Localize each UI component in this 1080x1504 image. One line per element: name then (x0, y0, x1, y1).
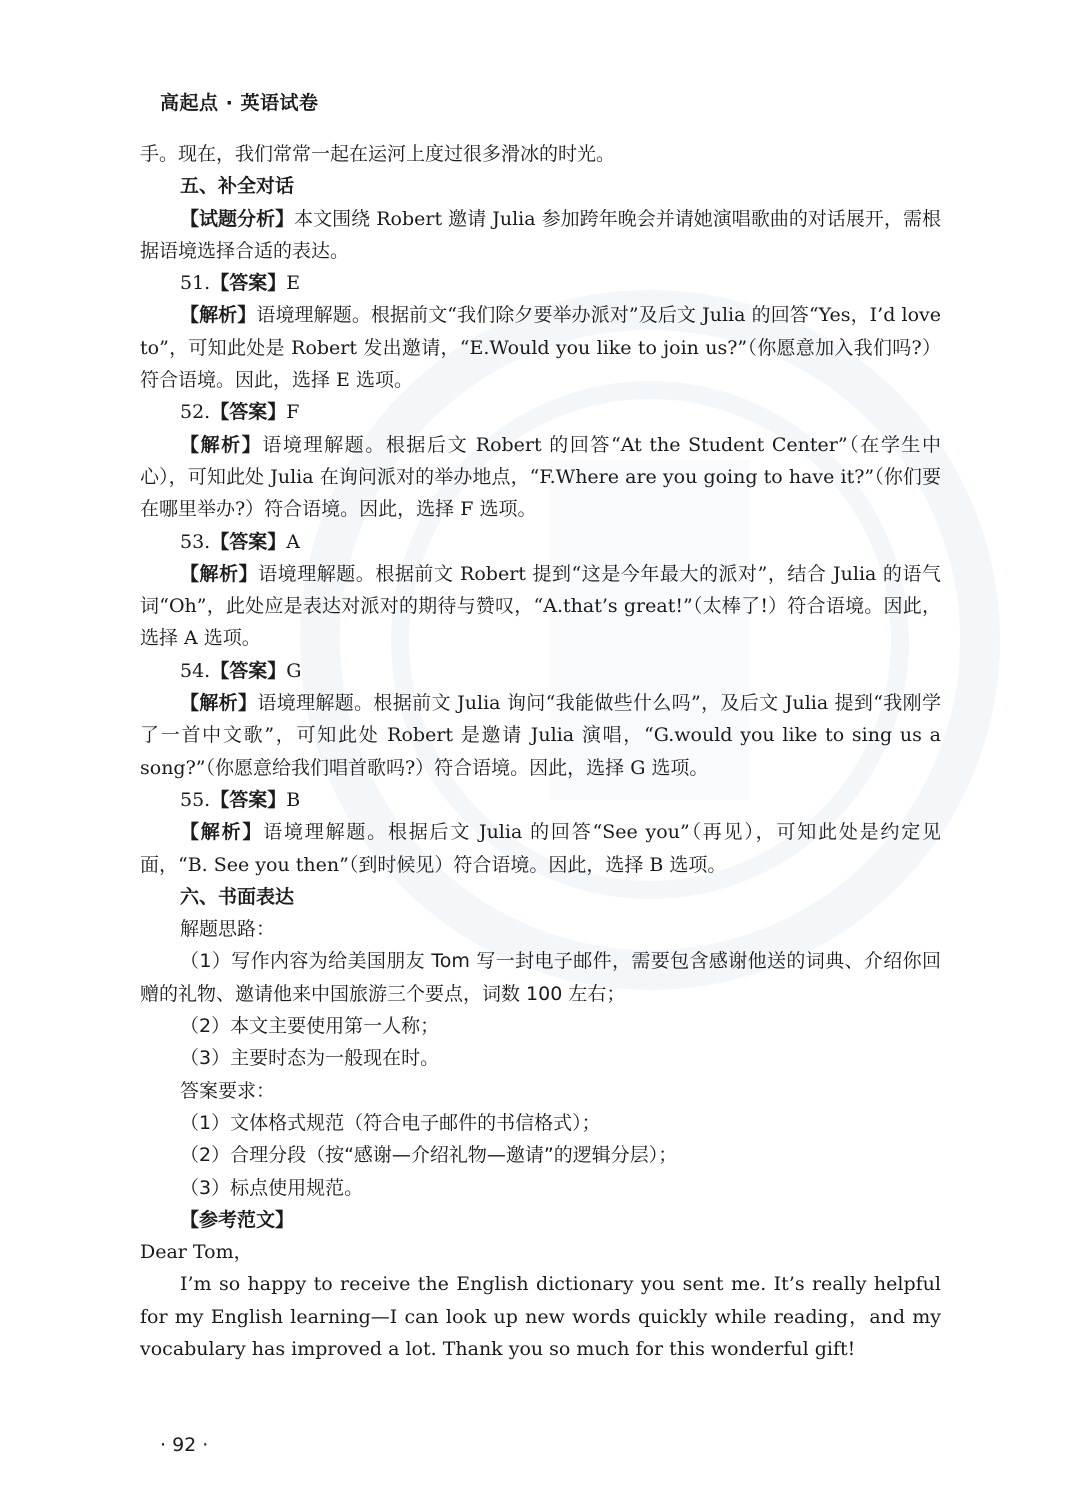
answer-label: 【答案】 (210, 272, 287, 295)
page-content (140, 138, 941, 1365)
explain-label: 【解析】 (180, 562, 259, 585)
thinking-item: （2）本文主要使用第一人称； (180, 1015, 440, 1038)
thinking-item: （1）写作内容为给美国朋友 Tom 写一封电子邮件，需要包含感谢他送的词典、介绍你回赠的礼物、邀请他来中国旅游三个要点，词数 100 左右； (140, 950, 941, 1005)
explanation-54 (140, 687, 941, 784)
section-5-analysis (140, 203, 941, 268)
question-number: 52. (180, 401, 211, 424)
sample-essay-label: 【参考范文】 (180, 1208, 295, 1231)
answer-line-53 (140, 526, 941, 558)
explain-text: 语境理解题。根据前文 Julia 询问“我能做些什么吗”，及后文 Julia 提到“我刚学了一首中文歌”，可知此处 Robert 是邀请 Julia 演唱，“G.would you like to sing us a song?”（你愿意给我们唱首歌吗?）符合语境。因此，选择 G 选项。 (140, 692, 941, 779)
answer-line-51 (140, 267, 941, 299)
answer-line-52 (140, 396, 941, 428)
explain-text: 语境理解题。根据前文 Robert 提到“这是今年最大的派对”，结合 Julia 的语气词“Oh”，此处应是表达对派对的期待与赞叹，“A.that’s great!”（太棒了!）符合语境。因此，选择 A 选项。 (140, 562, 941, 650)
answer-line-55 (140, 784, 941, 816)
requirement-item: （1）文体格式规范（符合电子邮件的书信格式）； (180, 1111, 601, 1134)
question-number: 51. (180, 272, 211, 295)
answer-label: 【答案】 (210, 530, 287, 553)
explanation-55 (140, 816, 941, 881)
answer-label: 【答案】 (210, 401, 287, 424)
analysis-text: 本文围绕 Robert 邀请 Julia 参加跨年晚会并请她演唱歌曲的对话展开，需根据语境选择合适的表达。 (140, 207, 941, 262)
letter-greeting: Dear Tom， (140, 1241, 253, 1264)
answer-value: B (286, 788, 301, 811)
answer-label: 【答案】 (210, 659, 287, 682)
requirement-item: （3）标点使用规范。 (180, 1176, 364, 1199)
question-number: 55. (180, 788, 211, 811)
explain-label: 【解析】 (180, 692, 258, 715)
letter-paragraph: I’m so happy to receive the English dictionary you sent me. It’s really helpful for my English learning—I can look up new words quickly while reading，and my vocabulary has improved a lot. Thank you so much for this wonderful gift! (140, 1273, 941, 1360)
answer-value: F (286, 401, 300, 424)
explanation-53 (140, 558, 941, 655)
explain-label: 【解析】 (180, 304, 257, 327)
answer-value: G (286, 659, 302, 682)
question-number: 54. (180, 659, 211, 682)
answer-line-54 (140, 655, 941, 687)
explain-label: 【解析】 (180, 433, 263, 456)
analysis-label: 【试题分析】 (180, 207, 295, 230)
explain-text: 语境理解题。根据后文 Robert 的回答“At the Student Center”（在学生中心），可知此处 Julia 在询问派对的举办地点，“F.Where are you going to have it?”（你们要在哪里举办?）符合语境。因此，选择 F 选项。 (140, 433, 941, 521)
answer-value: A (286, 530, 300, 553)
page-header: 高起点 · 英语试卷 (160, 92, 319, 114)
explain-text: 语境理解题。根据后文 Julia 的回答“See you”（再见），可知此处是约定见面，“B. See you then”（到时候见）符合语境。因此，选择 B 选项。 (140, 821, 941, 876)
answer-label: 【答案】 (210, 788, 287, 811)
requirement-item: （2）合理分段（按“感谢—介绍礼物—邀请”的逻辑分层）； (180, 1144, 678, 1167)
answer-value: E (286, 272, 301, 295)
explanation-51 (140, 299, 941, 396)
explain-label: 【解析】 (180, 821, 264, 844)
intro-paragraph: 手。现在，我们常常一起在运河上度过很多滑冰的时光。 (140, 143, 616, 165)
explain-text: 语境理解题。根据前文“我们除夕要举办派对”及后文 Julia 的回答“Yes，I’d love to”，可知此处是 Robert 发出邀请，“E.Would you like to join us?”（你愿意加入我们吗?）符合语境。因此，选择 E 选项。 (140, 304, 941, 392)
section-6-title: 六、书面表达 (180, 885, 295, 908)
requirements-label: 答案要求： (180, 1079, 276, 1102)
page-number: · 92 · (160, 1434, 209, 1456)
thinking-item: （3）主要时态为一般现在时。 (180, 1047, 440, 1070)
explanation-52 (140, 429, 941, 526)
question-number: 53. (180, 530, 211, 553)
thinking-label: 解题思路： (180, 918, 276, 941)
section-5-title: 五、补全对话 (180, 175, 295, 198)
